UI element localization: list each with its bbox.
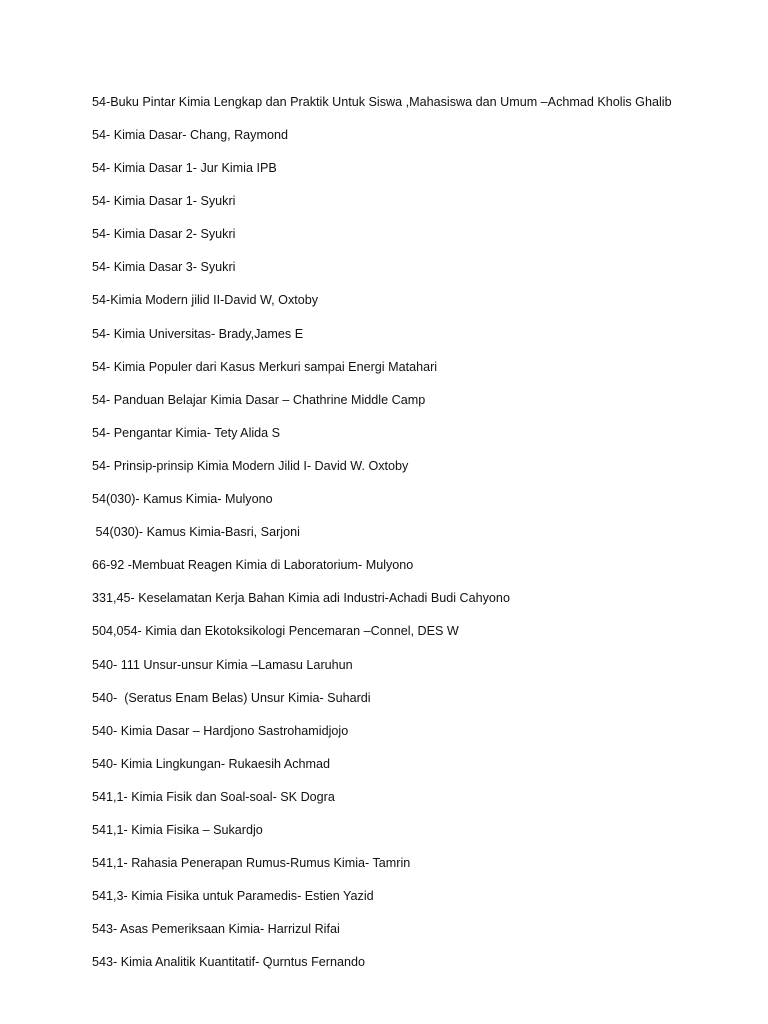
- list-item: 54(030)- Kamus Kimia-Basri, Sarjoni: [92, 525, 300, 540]
- list-item: 540- Kimia Dasar – Hardjono Sastrohamidjojo: [92, 723, 349, 738]
- list-item: 54- Kimia Dasar 1- Syukri: [92, 194, 236, 209]
- list-item: 54(030)- Kamus Kimia- Mulyono: [92, 492, 273, 507]
- list-item: 54- Kimia Dasar 3- Syukri: [92, 260, 236, 275]
- list-item: 543- Kimia Analitik Kuantitatif- Qurntus Fernando: [92, 955, 366, 970]
- list-item: 540- Kimia Lingkungan- Rukaesih Achmad: [92, 756, 331, 771]
- list-item: 541,1- Rahasia Penerapan Rumus-Rumus Kimia- Tamrin: [92, 856, 411, 871]
- book-list: [92, 93, 672, 986]
- list-item: 54- Panduan Belajar Kimia Dasar – Chathrine Middle Camp: [92, 392, 426, 407]
- list-item: 54-Kimia Modern jilid II-David W, Oxtoby: [92, 293, 319, 308]
- list-item: 541,3- Kimia Fisika untuk Paramedis- Estien Yazid: [92, 889, 374, 904]
- list-item: 541,1- Kimia Fisik dan Soal-soal- SK Dogra: [92, 789, 335, 804]
- list-item: 540- (Seratus Enam Belas) Unsur Kimia- Suhardi: [92, 690, 371, 705]
- list-item: 540- 111 Unsur-unsur Kimia –Lamasu Laruhun: [92, 657, 353, 672]
- list-item: 54- Kimia Dasar 2- Syukri: [92, 227, 236, 242]
- list-item: 54- Kimia Dasar 1- Jur Kimia IPB: [92, 161, 277, 176]
- list-item: 54- Kimia Populer dari Kasus Merkuri sampai Energi Matahari: [92, 359, 438, 374]
- list-item: 543- Asas Pemeriksaan Kimia- Harrizul Rifai: [92, 922, 340, 937]
- list-item: 504,054- Kimia dan Ekotoksikologi Pencemaran –Connel, DES W: [92, 624, 459, 639]
- list-item: 54-Buku Pintar Kimia Lengkap dan Praktik Untuk Siswa ,Mahasiswa dan Umum –Achmad Kholis Ghalib: [92, 95, 672, 109]
- list-item: 54- Kimia Universitas- Brady,James E: [92, 326, 304, 341]
- list-item: 54- Pengantar Kimia- Tety Alida S: [92, 425, 281, 440]
- list-item: 331,45- Keselamatan Kerja Bahan Kimia adi Industri-Achadi Budi Cahyono: [92, 591, 510, 606]
- list-item: 54- Kimia Dasar- Chang, Raymond: [92, 128, 288, 142]
- list-item: 541,1- Kimia Fisika – Sukardjo: [92, 822, 263, 837]
- list-item: 54- Prinsip-prinsip Kimia Modern Jilid I- David W. Oxtoby: [92, 458, 409, 473]
- list-item: 66-92 -Membuat Reagen Kimia di Laboratorium- Mulyono: [92, 558, 414, 573]
